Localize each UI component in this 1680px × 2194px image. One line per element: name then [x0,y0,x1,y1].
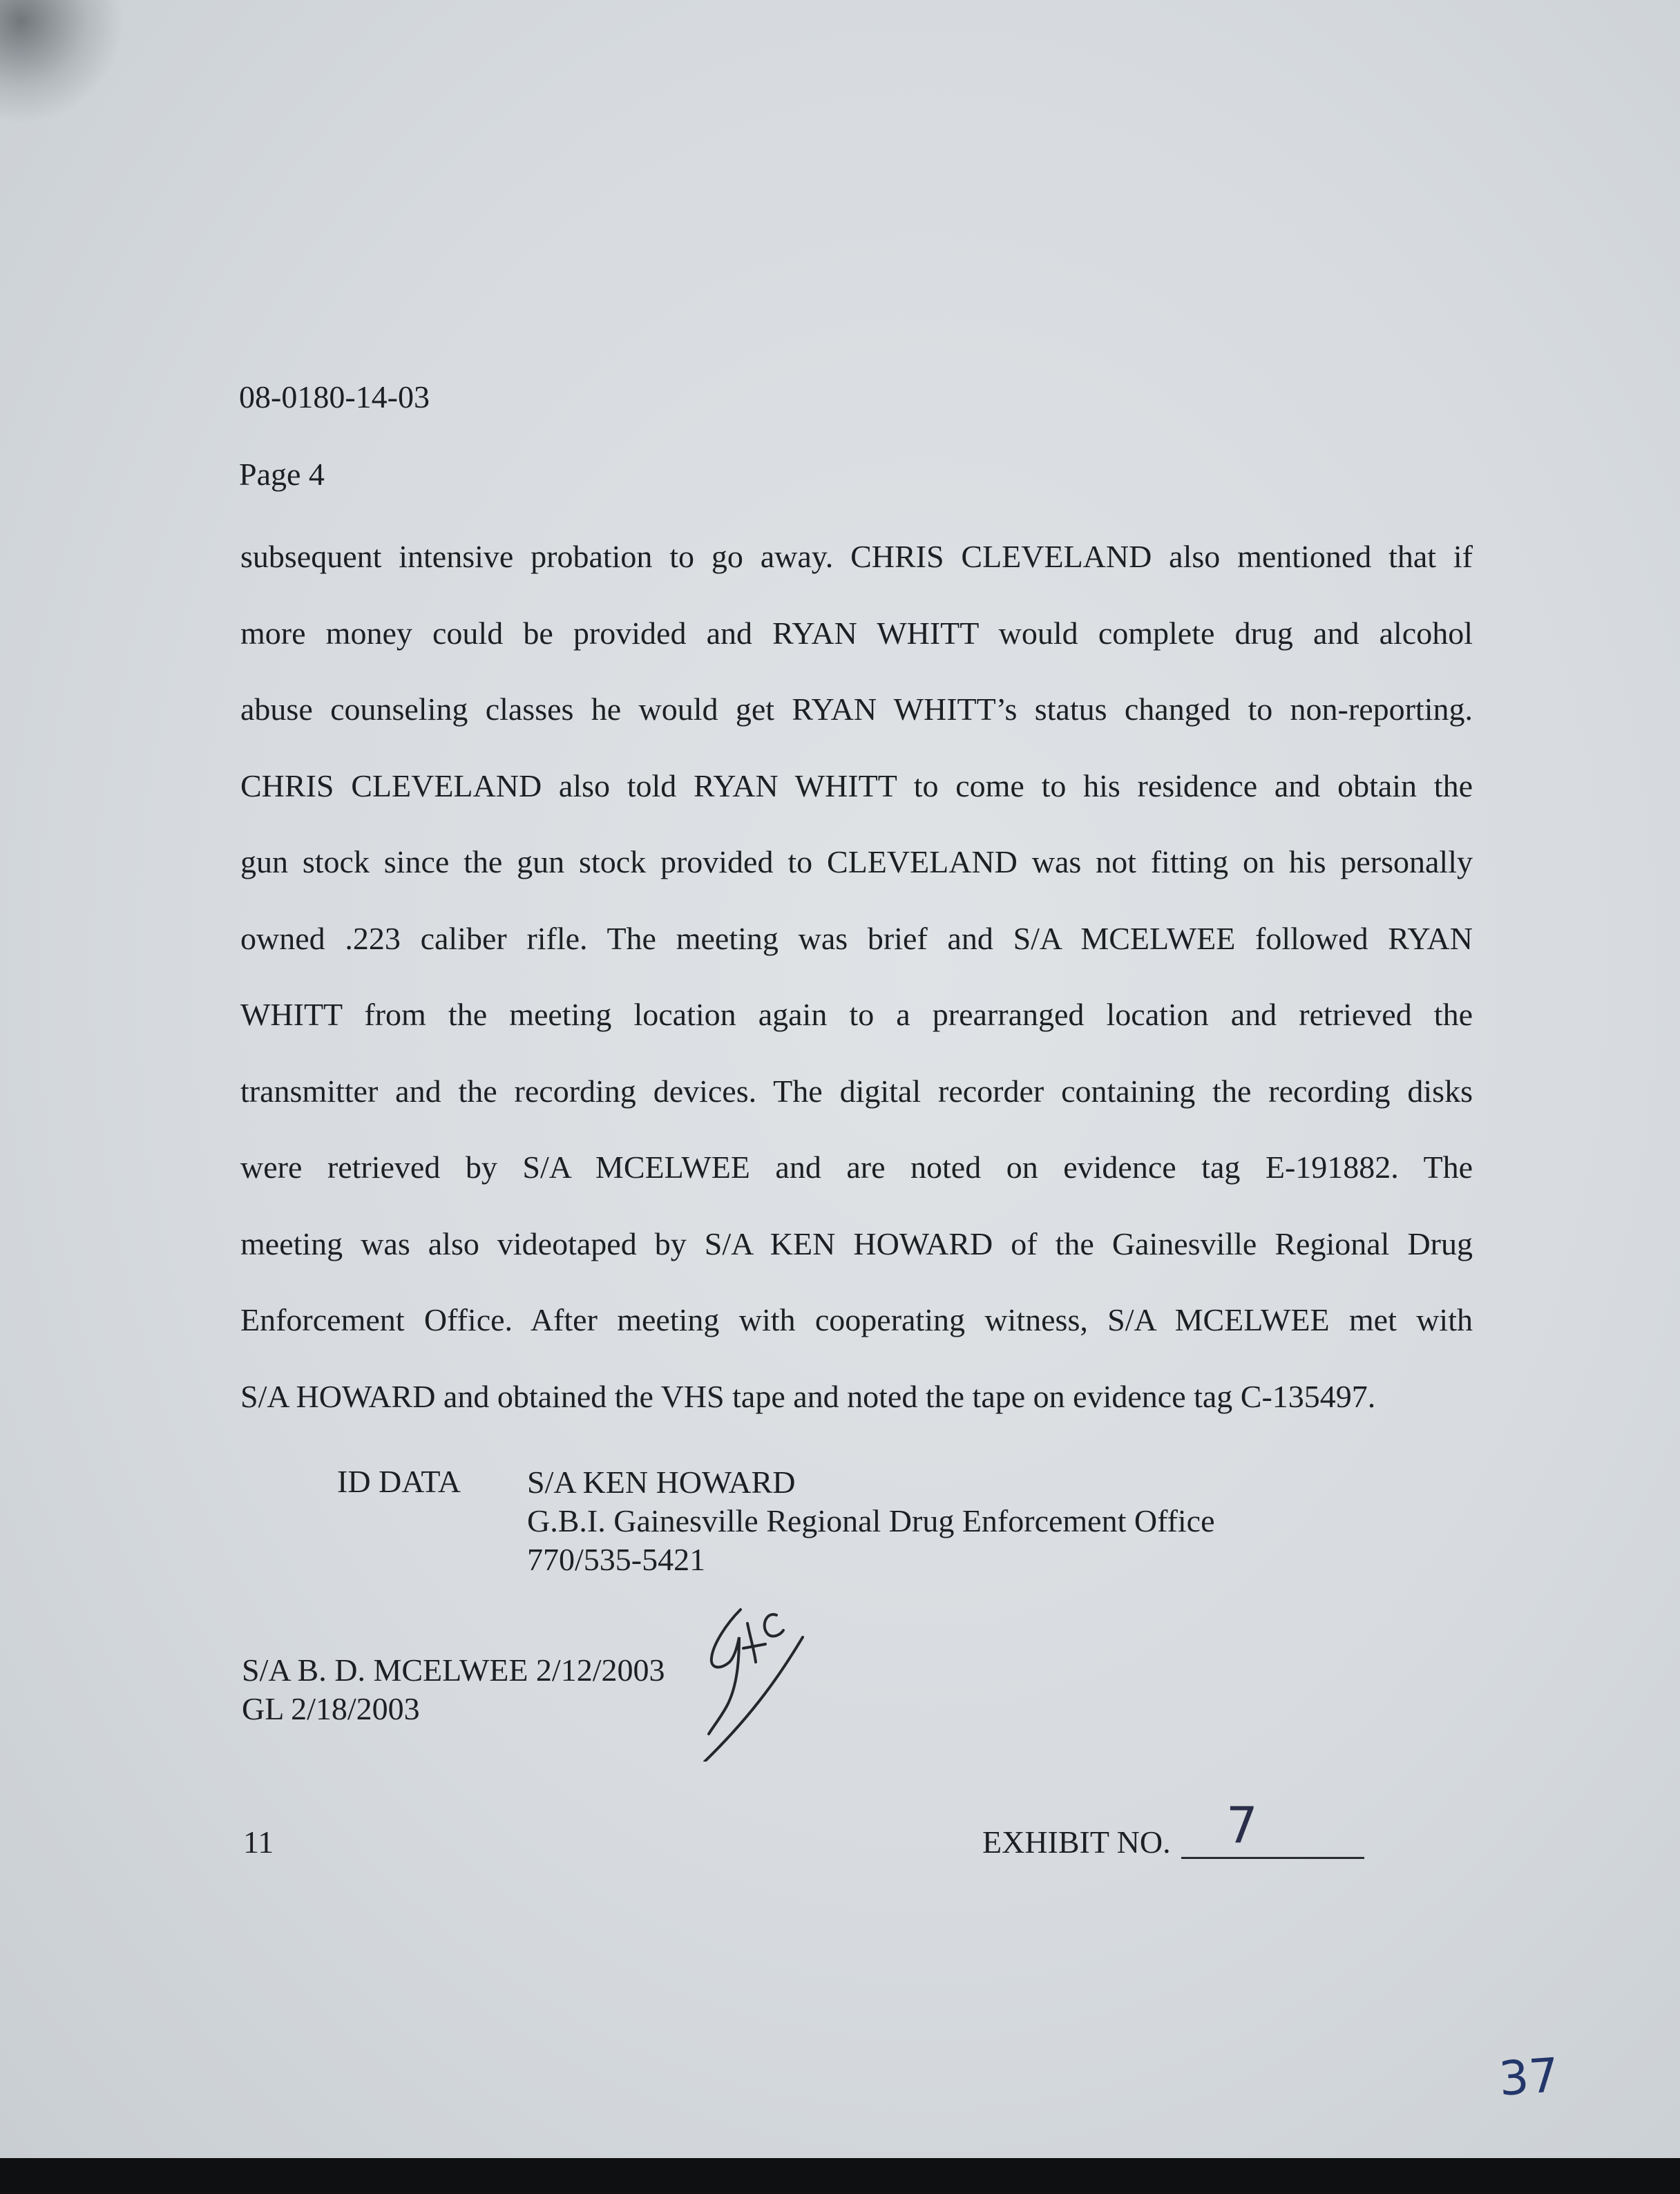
signoff-block [242,1651,665,1728]
body-line: meeting was also videotaped by S/A KEN HOWARD of the Gainesville Regional Drug [240,1225,1473,1261]
id-data-office: G.B.I. Gainesville Regional Drug Enforcement Office [527,1503,1215,1538]
case-number: 08-0180-14-03 [239,379,430,414]
reviewer-signoff: GL 2/18/2003 [242,1691,420,1726]
exhibit-label: EXHIBIT NO. [982,1824,1171,1860]
body-line: Enforcement Office. After meeting with cooperating witness, S/A MCELWEE met with [240,1302,1473,1337]
body-line: were retrieved by S/A MCELWEE and are noted on evidence tag E-191882. The [240,1150,1473,1185]
body-line: WHITT from the meeting location again to a prearranged location and retrieved the [240,997,1473,1032]
scan-background-edge [0,2158,1680,2194]
footer-page-number: 11 [243,1824,274,1860]
body-line: owned .223 caliber rifle. The meeting was brief and S/A MCELWEE followed RYAN [240,920,1473,956]
exhibit-number: 7 [1226,1796,1258,1854]
body-line: transmitter and the recording devices. The digital recorder containing the recording disks [240,1073,1473,1109]
id-data-block [527,1463,1215,1579]
agent-signoff: S/A B. D. MCELWEE 2/12/2003 [242,1652,665,1688]
body-line: S/A HOWARD and obtained the VHS tape and noted the tape on evidence tag C-135497. [240,1378,1376,1414]
corner-page-annotation: 37 [1497,2048,1561,2107]
id-data-phone: 770/535-5421 [527,1542,706,1577]
id-data-label: ID DATA [337,1464,461,1499]
id-data-name: S/A KEN HOWARD [527,1465,796,1500]
body-line: more money could be provided and RYAN WHITT would complete drug and alcohol [240,615,1473,651]
page-label: Page 4 [239,457,325,492]
body-line: gun stock since the gun stock provided to CLEVELAND was not fitting on his personally [240,844,1473,879]
report-body [240,535,1473,1451]
body-line: subsequent intensive probation to go away. CHRIS CLEVELAND also mentioned that if [240,539,1473,574]
handwritten-initials [699,1596,817,1762]
exhibit-underline [1181,1857,1364,1859]
body-line: abuse counseling classes he would get RYAN WHITT’s status changed to non-reporting. [240,691,1473,727]
page-corner-shadow [0,0,124,124]
body-line: CHRIS CLEVELAND also told RYAN WHITT to come to his residence and obtain the [240,767,1473,803]
